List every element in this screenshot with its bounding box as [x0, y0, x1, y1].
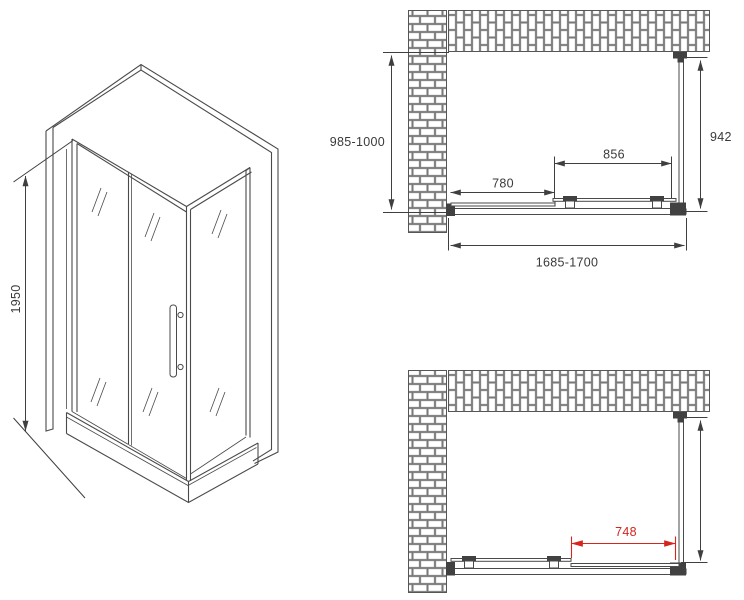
background-walls — [46, 65, 278, 464]
side-glass-panel — [679, 57, 684, 207]
masonry-wall-left — [409, 11, 447, 233]
dim-label-opening-width: 748 — [615, 525, 637, 539]
dim-side-unlabeled — [681, 418, 708, 563]
dim-label-total-width: 1685-1700 — [535, 255, 599, 270]
glass-shine-marks — [91, 188, 227, 416]
enclosure-frame — [67, 139, 252, 481]
dim-label-height: 1950 — [9, 284, 23, 314]
dim-label-depth-range: 985-1000 — [329, 135, 385, 149]
corner-bracket-right — [670, 203, 686, 216]
plan-view-open — [409, 371, 710, 593]
wall-profile-bracket-left — [446, 562, 455, 576]
masonry-wall-top — [449, 371, 710, 412]
fixed-glass-panel — [451, 199, 555, 207]
plan-view-closed — [330, 11, 732, 270]
dim-opening-width — [572, 525, 676, 560]
masonry-wall-top — [449, 11, 710, 52]
shower-tray — [67, 413, 259, 503]
dim-side-panel — [681, 58, 732, 212]
dim-fixed-width — [451, 177, 555, 193]
isometric-view — [9, 65, 278, 503]
dim-label-side-panel: 942 — [710, 130, 732, 144]
fixed-glass-panel — [571, 564, 679, 567]
door-handle — [170, 305, 183, 377]
side-glass-panel — [679, 417, 684, 567]
dim-door-width — [555, 148, 672, 199]
sliding-door — [451, 556, 571, 568]
dim-label-door-width: 856 — [603, 147, 625, 162]
bottom-track — [449, 569, 687, 575]
dim-height — [9, 141, 85, 499]
door-roller — [650, 196, 664, 208]
bottom-track — [449, 209, 687, 215]
door-roller — [462, 556, 476, 568]
door-roller — [563, 196, 577, 208]
dim-label-fixed-width: 780 — [492, 176, 514, 191]
sliding-door — [553, 196, 676, 208]
dim-total-width — [449, 218, 687, 270]
door-roller — [547, 556, 561, 568]
masonry-wall-left — [409, 371, 447, 593]
